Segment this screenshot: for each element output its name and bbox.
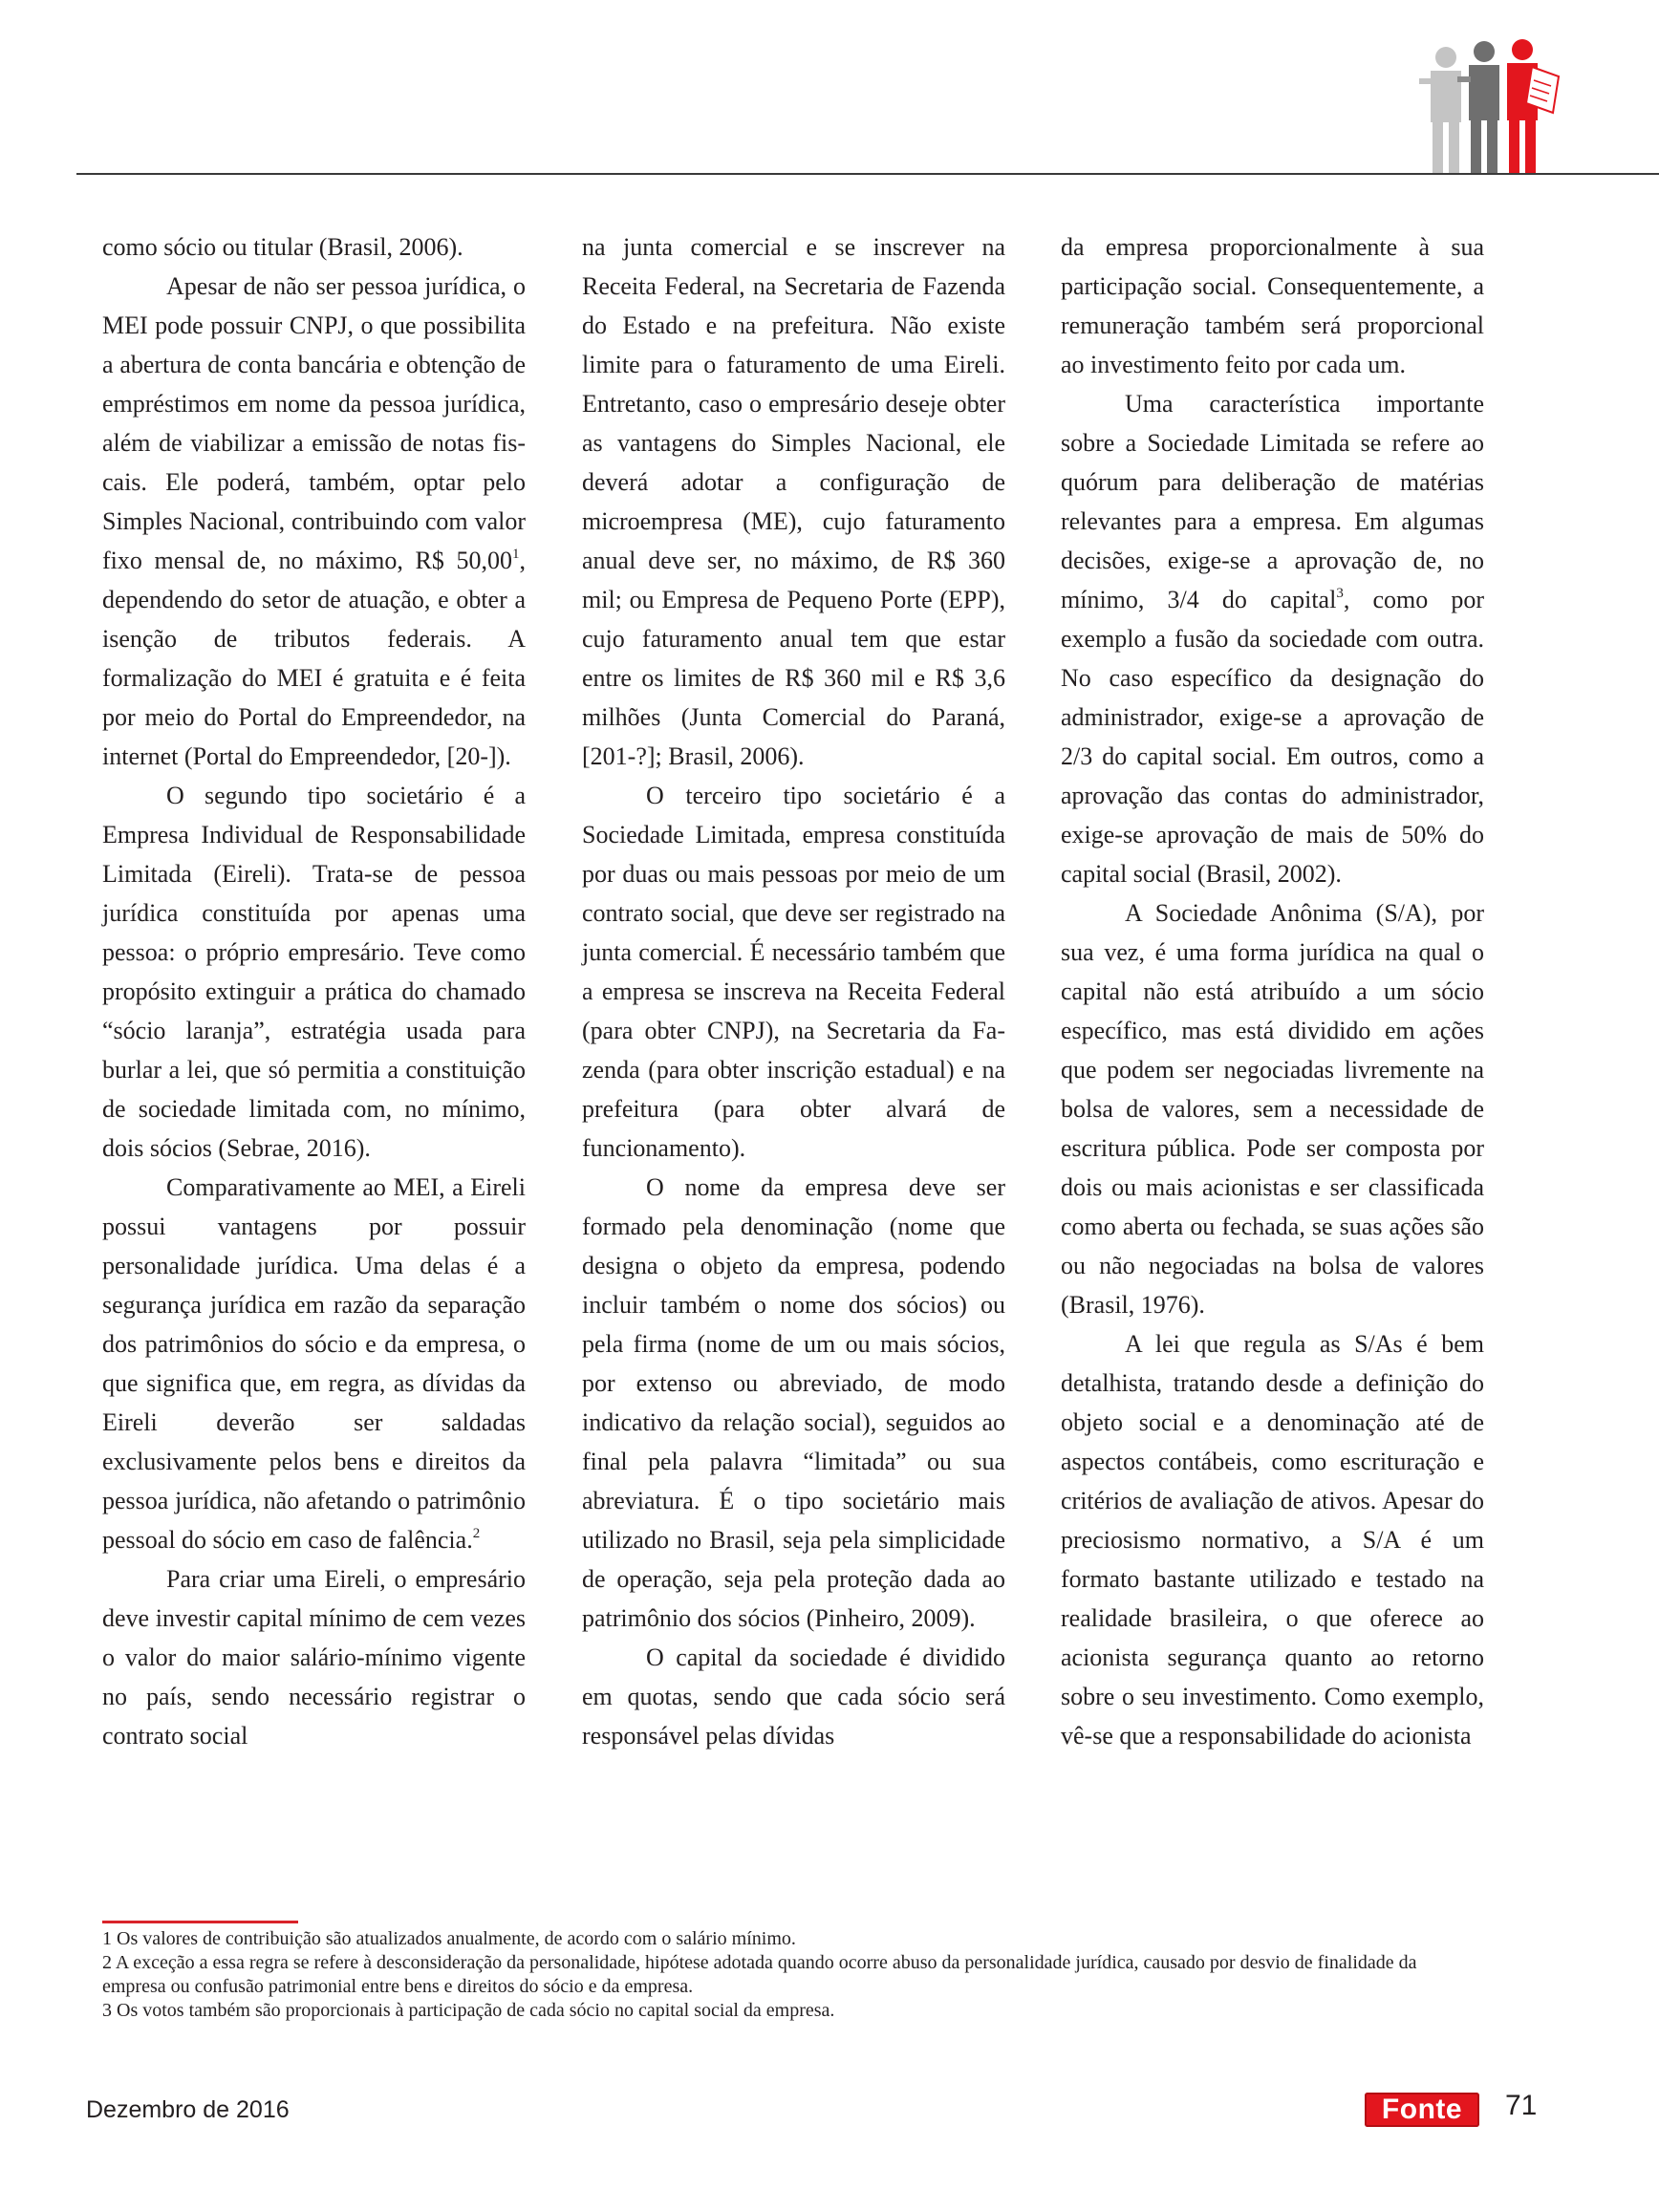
- paragraph-text: , dependendo do setor de atuação, e obter a isenção de tributos federais. A formalização do MEI é gratuita e é feita por meio do Portal do Empreendedor, na internet (Portal do Empreendedor, [20-]).: [102, 547, 526, 770]
- paragraph-text: O nome da empresa deve ser formado pela denominação (nome que designa o objeto da empresa, podendo incluir também o nome dos sócios) ou pela firma (nome de um ou mais sócios, por extenso ou abreviado, de modo indicativo da relação social), seguidos ao final pela palavra “limitada” ou sua abreviatura. É o tipo societário mais utilizado no Brasil, seja pela simplicidade de operação, seja pela proteção dada ao patrimônio dos sócios (Pinheiro, 2009).: [582, 1173, 1005, 1632]
- article-column-2: [582, 227, 1005, 1755]
- footnotes: [102, 1927, 1483, 2023]
- article-paragraph: [582, 227, 1005, 776]
- brand-logo: Fonte: [1365, 2093, 1479, 2127]
- people-group-icon: [1419, 38, 1562, 177]
- paragraph-text: , como por exemplo a fusão da sociedade com outra. No caso específico da designação do administrador, exige-se a aprovação de 2/3 do capital social. Em outros, como a aprovação das contas do administrador, exige-se aprovação de mais de 50% do capital social (Brasil, 2002).: [1061, 586, 1484, 888]
- paragraph-text: A Sociedade Anônima (S/A), por sua vez, é uma forma jurídica na qual o capital não está atribuído a um sócio específico, mas está dividido em ações que podem ser negociadas livremente na bolsa de valores, sem a necessidade de escritura pública. Pode ser composta por dois ou mais acionistas e ser classificada como aberta ou fechada, se suas ações são ou não negociadas na bolsa de valores (Brasil, 1976).: [1061, 899, 1484, 1319]
- article-paragraph: [102, 1559, 526, 1755]
- paragraph-text: na junta comercial e se inscrever na Receita Federal, na Secretaria de Fazenda do Estado e na prefeitura. Não existe limite para o faturamento de uma Eireli. Entretanto, caso o empresário deseje obter as vantagens do Simples Nacional, ele deverá adotar a configuração de microempresa (ME), cujo faturamento anual deve ser, no máximo, de R$ 360 mil; ou Empresa de Pequeno Porte (EPP), cujo faturamento anual tem que estar entre os limites de R$ 360 mil e R$ 3,6 milhões (Junta Comercial do Paraná, [201-?]; Brasil, 2006).: [582, 233, 1005, 770]
- paragraph-text: Apesar de não ser pessoa jurídica, o MEI pode possuir CNPJ, o que possibilita a abertura de conta bancária e obtenção de empréstimos em nome da pessoa jurídica, além de viabilizar a emissão de notas fiscais. Ele poderá, também, optar pelo Simples Nacional, contribuindo com valor fixo mensal de, no máximo, R$ 50,00: [102, 272, 526, 574]
- footnote: 1 Os valores de contribuição são atualizados anualmente, de acordo com o salário mínimo.: [102, 1928, 796, 1949]
- article-paragraph: [102, 1168, 526, 1559]
- article-paragraph: [1061, 384, 1484, 893]
- article-paragraph: [582, 776, 1005, 1168]
- paragraph-text: Uma característica importante sobre a Sociedade Limitada se refere ao quórum para deliberação de matérias relevantes para a empresa. Em algumas decisões, exige-se a aprovação de, no mínimo, 3/4 do capital: [1061, 390, 1484, 613]
- article-paragraph: [1061, 893, 1484, 1324]
- footnote-ref: 3: [1336, 586, 1344, 601]
- paragraph-text: A lei que regula as S/As é bem detalhista, tratando desde a definição do objeto social e a denominação até de aspectos contábeis, como escrituração e critérios de avaliação de ativos. Apesar do preciosismo normativo, a S/A é um formato bastante utilizado e testado na realidade brasileira, o que oferece ao acionista segurança quanto ao retorno sobre o seu investimento. Como exemplo, vê-se que a responsabilidade do acionista: [1061, 1330, 1484, 1750]
- footnote-rule: [102, 1921, 298, 1923]
- footnote-ref: 1: [512, 547, 520, 562]
- paragraph-text: O capital da sociedade é dividido em quotas, sendo que cada sócio será responsável pelas dívidas: [582, 1643, 1005, 1750]
- article-paragraph: [102, 776, 526, 1168]
- page-number: 71: [1505, 2090, 1538, 2121]
- article-column-3: [1061, 227, 1484, 1755]
- article-column-1: [102, 227, 526, 1755]
- article-paragraph: [102, 227, 526, 267]
- footnote: 2 A exceção a essa regra se refere à desconsideração da personalidade, hipótese adotada quando ocorre abuso da personalidade jurídica, causado por desvio de finalidade da empresa ou confusão patrimonial entre bens e direitos do sócio e da empresa.: [102, 1952, 1417, 1997]
- paragraph-text: O terceiro tipo societário é a Sociedade Limitada, empresa constituída por duas ou mais pessoas por meio de um contrato social, que deve ser registrado na junta comercial. É necessário também que a empresa se inscreva na Receita Federal (para obter CNPJ), na Secretaria da Fazenda (para obter inscrição estadual) e na prefeitura (para obter alvará de funcionamento).: [582, 782, 1005, 1162]
- paragraph-text: da empresa proporcionalmente à sua participação social. Consequentemente, a remuneração também será proporcional ao investimento feito por cada um.: [1061, 233, 1484, 378]
- article-paragraph: [102, 267, 526, 776]
- article-paragraph: [582, 1168, 1005, 1638]
- footnote-ref: 2: [472, 1526, 481, 1541]
- paragraph-text: Comparativamente ao MEI, a Eireli possui vantagens por possuir personalidade jurídica. Uma delas é a segurança jurídica em razão da separação dos patrimônios do sócio e da empresa, o que significa que, em regra, as dívidas da Eireli deverão ser saldadas exclusivamente pelos bens e direitos da pessoa jurídica, não afetando o patrimônio pessoal do sócio em caso de falência.: [102, 1173, 526, 1554]
- article-paragraph: [1061, 227, 1484, 384]
- paragraph-text: Para criar uma Eireli, o empresário deve investir capital mínimo de cem vezes o valor do maior salário-mínimo vigente no país, sendo necessário registrar o contrato social: [102, 1565, 526, 1750]
- footnote: 3 Os votos também são proporcionais à participação de cada sócio no capital social da empresa.: [102, 2000, 835, 2021]
- footer-date: Dezembro de 2016: [86, 2096, 290, 2123]
- article-paragraph: [582, 1638, 1005, 1755]
- paragraph-text: como sócio ou titular (Brasil, 2006).: [102, 233, 463, 261]
- paragraph-text: O segundo tipo societário é a Empresa Individual de Responsabilidade Limitada (Eireli). Trata-se de pessoa jurídica constituída por apenas uma pessoa: o próprio empresário. Teve como propósito extinguir a prática do chamado “sócio laranja”, estratégia usada para burlar a lei, que só permitia a constituição de sociedade limitada com, no mínimo, dois sócios (Sebrae, 2016).: [102, 782, 526, 1162]
- header-rule: [76, 173, 1659, 175]
- article-paragraph: [1061, 1324, 1484, 1755]
